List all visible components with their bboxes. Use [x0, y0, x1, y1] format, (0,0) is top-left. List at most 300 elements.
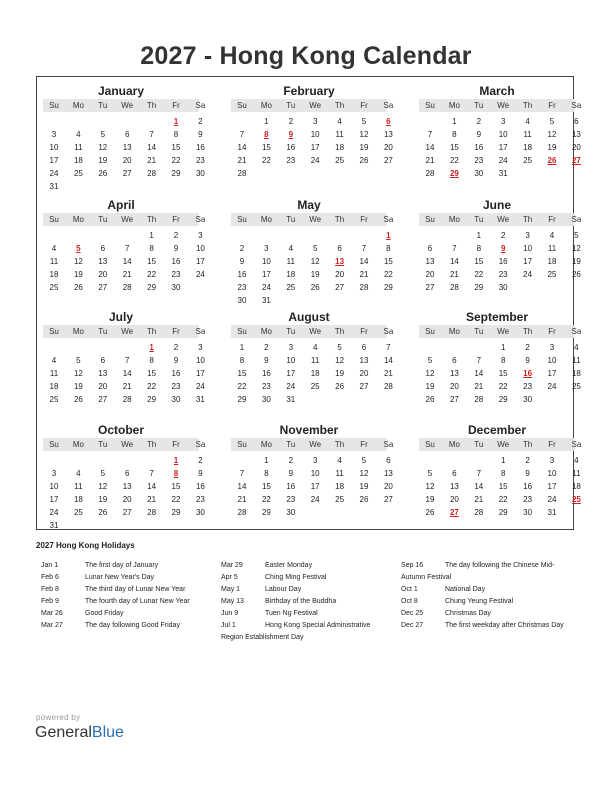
day-cell: 8 [239, 356, 245, 365]
day-cell: 14 [122, 257, 132, 266]
day-cell: 7 [124, 244, 130, 253]
day-cell: 18 [335, 143, 345, 152]
weekday-header [43, 99, 206, 112]
day-cell: 13 [571, 130, 581, 139]
day-cell: 3 [198, 343, 203, 352]
day-cell: 2 [173, 231, 179, 240]
day-cell: 26 [359, 156, 369, 165]
month-name: January [97, 84, 145, 98]
weekday-header [43, 438, 206, 451]
day-cell: 29 [171, 508, 181, 517]
holiday-name: Lunar New Year's Day [85, 574, 155, 581]
day-cell: 22 [449, 156, 459, 165]
weekday-label: Su [49, 101, 59, 110]
day-cell: 21 [237, 156, 247, 165]
day-cell: 13 [383, 130, 393, 139]
day-cell: 2 [500, 231, 506, 240]
day-cell: 5 [76, 356, 81, 365]
weekday-label: Sa [383, 101, 394, 110]
day-cell: 3 [525, 231, 530, 240]
day-cell: 25 [286, 283, 296, 292]
day-cell: 10 [49, 482, 59, 491]
day-cell: 21 [147, 156, 157, 165]
day-cell: 26 [73, 283, 83, 292]
day-cell: 19 [98, 156, 108, 165]
day-cell: 4 [76, 469, 81, 478]
day-cell: 4 [549, 231, 555, 240]
day-cell: 6 [361, 343, 367, 352]
holiday-date: Mar 26 [41, 610, 63, 617]
day-cell: 11 [286, 257, 295, 266]
day-cell: 14 [237, 482, 247, 491]
day-cell: 21 [122, 382, 132, 391]
day-cell: 9 [198, 130, 203, 139]
day-cell: 9 [198, 469, 203, 478]
holiday-day-cell: 27 [449, 508, 459, 517]
month-name: May [297, 198, 321, 212]
holiday-day-cell: 1 [173, 117, 179, 126]
day-cell: 12 [425, 369, 435, 378]
day-cell: 8 [149, 356, 154, 365]
day-cell: 19 [73, 270, 83, 279]
day-cell: 6 [452, 469, 457, 478]
day-cell: 3 [549, 456, 555, 465]
weekday-label: Sa [195, 440, 206, 449]
weekday-label: Mo [448, 101, 460, 110]
day-cell: 28 [237, 169, 247, 178]
holiday-date: May 1 [221, 586, 241, 593]
day-cell: 29 [498, 395, 508, 404]
month-name: April [107, 198, 135, 212]
day-cell: 19 [335, 369, 345, 378]
day-cell: 16 [195, 482, 205, 491]
weekday-label: Th [522, 440, 533, 449]
weekday-label: Tu [98, 215, 108, 224]
day-cell: 25 [49, 395, 59, 404]
weekday-label: Tu [474, 215, 484, 224]
day-cell: 14 [449, 257, 459, 266]
holiday-name: The day following the Chinese Mid-Autumn Festival [401, 562, 555, 581]
weekday-label: We [497, 215, 510, 224]
day-cell: 4 [76, 130, 81, 139]
day-cell: 2 [264, 343, 269, 352]
day-cell: 13 [359, 356, 369, 365]
day-cell: 5 [337, 343, 342, 352]
day-cell: 18 [523, 143, 533, 152]
month-name: September [465, 310, 529, 324]
day-cell: 24 [195, 270, 205, 279]
holiday-column [221, 560, 391, 644]
powered-by-text: powered by [36, 713, 81, 722]
day-cell: 25 [49, 283, 59, 292]
day-cell: 25 [73, 508, 83, 517]
day-cell: 30 [195, 508, 205, 517]
day-cell: 5 [549, 117, 555, 126]
day-cell: 15 [383, 257, 393, 266]
holiday-item [221, 560, 391, 572]
holiday-day-cell: 25 [571, 495, 581, 504]
calendar-grid [36, 76, 582, 530]
holiday-name: National Day [445, 586, 486, 593]
day-cell: 14 [383, 356, 393, 365]
day-cell: 20 [571, 143, 581, 152]
weekday-label: Tu [286, 215, 296, 224]
day-cell: 31 [547, 508, 557, 517]
day-cell: 6 [574, 117, 579, 126]
day-cell: 5 [361, 456, 367, 465]
day-cell: 2 [525, 456, 530, 465]
day-cell: 28 [383, 382, 393, 391]
day-cell: 3 [198, 231, 203, 240]
holiday-item [221, 596, 391, 608]
weekday-label: Th [522, 327, 533, 336]
day-cell: 3 [549, 343, 555, 352]
day-cell: 30 [171, 395, 181, 404]
day-cell: 7 [452, 244, 457, 253]
weekday-label: Tu [286, 440, 296, 449]
day-cell: 25 [547, 270, 557, 279]
day-cell: 10 [310, 130, 320, 139]
holiday-date: Jul 1 [221, 622, 236, 629]
weekday-header [231, 99, 394, 112]
day-cell: 2 [173, 343, 179, 352]
day-cell: 20 [122, 156, 132, 165]
day-cell: 10 [195, 356, 205, 365]
day-cell: 18 [73, 495, 83, 504]
holiday-name: Chung Yeung Festival [445, 598, 514, 605]
weekday-label: We [309, 327, 322, 336]
day-cell: 21 [122, 270, 132, 279]
day-cell: 23 [237, 283, 247, 292]
day-cell: 13 [449, 482, 459, 491]
day-cell: 17 [49, 156, 59, 165]
day-cell: 16 [195, 143, 205, 152]
weekday-label: Tu [474, 327, 484, 336]
weekday-label: Sa [383, 215, 394, 224]
day-cell: 30 [261, 395, 271, 404]
day-cell: 12 [335, 356, 345, 365]
day-cell: 8 [500, 356, 506, 365]
day-cell: 9 [525, 469, 530, 478]
day-cell: 1 [500, 456, 506, 465]
day-cell: 23 [498, 270, 508, 279]
day-cell: 9 [173, 356, 179, 365]
day-cell: 27 [449, 395, 459, 404]
day-cell: 4 [337, 456, 342, 465]
holiday-item [41, 596, 211, 608]
day-cell: 6 [386, 456, 391, 465]
day-cell: 29 [498, 508, 508, 517]
day-cell: 28 [147, 508, 157, 517]
day-cell: 29 [383, 283, 393, 292]
holiday-name: Hong Kong Special Administrative Region Establishment Day [221, 622, 371, 641]
day-cell: 26 [425, 395, 435, 404]
weekday-label: Su [237, 440, 247, 449]
day-cell: 17 [261, 270, 271, 279]
weekday-label: Su [49, 440, 59, 449]
weekday-label: Fr [548, 327, 556, 336]
weekday-label: Su [49, 327, 59, 336]
weekday-label: Tu [286, 101, 296, 110]
day-cell: 21 [237, 495, 247, 504]
holiday-item [41, 620, 211, 632]
holiday-name: Labour Day [265, 586, 302, 593]
weekday-label: Sa [383, 327, 394, 336]
weekday-label: Su [425, 440, 435, 449]
day-cell: 6 [124, 469, 130, 478]
day-cell: 7 [149, 130, 154, 139]
day-cell: 2 [239, 244, 245, 253]
day-cell: 2 [288, 117, 294, 126]
day-cell: 28 [122, 283, 132, 292]
day-cell: 4 [312, 343, 318, 352]
day-cell: 12 [571, 244, 581, 253]
day-cell: 12 [425, 482, 435, 491]
day-cell: 11 [523, 130, 532, 139]
day-cell: 23 [171, 270, 181, 279]
day-cell: 21 [147, 495, 157, 504]
day-cell: 27 [335, 283, 345, 292]
day-cell: 7 [149, 469, 154, 478]
logo-text-blue: Blue [91, 724, 124, 741]
day-cell: 25 [310, 382, 320, 391]
day-cell: 19 [359, 482, 369, 491]
holiday-date: Jun 9 [221, 610, 239, 617]
day-cell: 13 [122, 482, 132, 491]
holiday-name: Christmas Day [445, 610, 491, 617]
day-cell: 20 [98, 382, 108, 391]
weekday-label: Sa [195, 101, 206, 110]
day-cell: 30 [474, 169, 484, 178]
page-title: 2027 - Hong Kong Calendar [140, 42, 472, 70]
day-cell: 28 [449, 283, 459, 292]
weekday-header [231, 438, 394, 451]
day-cell: 18 [286, 270, 296, 279]
day-cell: 13 [383, 469, 393, 478]
day-cell: 26 [425, 508, 435, 517]
weekday-label: Fr [548, 215, 556, 224]
day-cell: 17 [310, 143, 320, 152]
day-cell: 23 [195, 156, 205, 165]
weekday-label: Tu [98, 327, 108, 336]
month-name: March [479, 84, 515, 98]
day-cell: 20 [98, 270, 108, 279]
weekday-header [419, 325, 582, 338]
day-cell: 7 [476, 356, 482, 365]
day-cell: 13 [449, 369, 459, 378]
weekday-label: Tu [286, 327, 296, 336]
day-cell: 21 [474, 382, 484, 391]
day-cell: 26 [335, 382, 345, 391]
day-cell: 11 [547, 244, 557, 253]
day-cell: 4 [51, 244, 57, 253]
day-cell: 7 [386, 343, 391, 352]
day-cell: 12 [98, 482, 108, 491]
holiday-day-cell: 8 [173, 469, 179, 478]
weekday-label: Su [425, 215, 435, 224]
holiday-item [221, 620, 391, 644]
weekday-label: Mo [72, 440, 84, 449]
holiday-item [41, 572, 211, 584]
day-cell: 31 [195, 395, 205, 404]
day-cell: 20 [449, 382, 459, 391]
weekday-label: Fr [548, 440, 556, 449]
holiday-day-cell: 6 [386, 117, 391, 126]
day-cell: 26 [98, 508, 108, 517]
day-cell: 23 [286, 495, 296, 504]
day-cell: 15 [147, 257, 157, 266]
day-cell: 3 [288, 343, 294, 352]
day-cell: 21 [425, 156, 435, 165]
day-cell: 22 [171, 495, 181, 504]
holiday-day-cell: 13 [335, 257, 345, 266]
holiday-day-cell: 26 [547, 156, 557, 165]
holiday-name: Tuen Ng Festival [265, 610, 318, 617]
day-cell: 28 [147, 169, 157, 178]
day-cell: 1 [149, 231, 154, 240]
holiday-date: Oct 8 [401, 598, 418, 605]
day-cell: 21 [383, 369, 393, 378]
day-cell: 19 [359, 143, 369, 152]
day-cell: 13 [122, 143, 132, 152]
weekday-label: Tu [474, 101, 484, 110]
day-cell: 27 [98, 395, 108, 404]
weekday-label: Th [522, 101, 533, 110]
holiday-name: The fourth day of Lunar New Year [85, 598, 190, 605]
day-cell: 14 [147, 143, 157, 152]
day-cell: 18 [571, 369, 581, 378]
day-cell: 19 [73, 382, 83, 391]
month-name: February [283, 84, 335, 98]
holiday-name: The first day of January [85, 562, 159, 569]
day-cell: 9 [264, 356, 269, 365]
day-cell: 17 [286, 369, 296, 378]
holiday-item [401, 584, 573, 596]
holiday-item [221, 608, 391, 620]
day-cell: 15 [498, 369, 508, 378]
day-cell: 24 [49, 169, 59, 178]
weekday-label: Mo [448, 327, 460, 336]
weekday-label: Mo [448, 440, 460, 449]
day-cell: 1 [476, 231, 482, 240]
holiday-name: The third day of Lunar New Year [85, 586, 186, 593]
weekday-label: Sa [571, 327, 582, 336]
day-cell: 5 [100, 130, 106, 139]
day-cell: 11 [335, 130, 344, 139]
day-cell: 20 [122, 495, 132, 504]
day-cell: 20 [383, 482, 393, 491]
day-cell: 26 [98, 169, 108, 178]
holiday-name: Good Friday [85, 610, 124, 617]
day-cell: 19 [98, 495, 108, 504]
day-cell: 3 [312, 456, 318, 465]
day-cell: 22 [237, 382, 247, 391]
weekday-label: Mo [260, 327, 272, 336]
weekday-label: Th [334, 215, 345, 224]
holiday-item [401, 620, 573, 632]
day-cell: 17 [547, 482, 557, 491]
holiday-column [41, 560, 211, 632]
weekday-label: Th [146, 440, 157, 449]
holiday-day-cell: 27 [571, 156, 581, 165]
day-cell: 24 [547, 382, 557, 391]
weekday-label: Th [146, 101, 157, 110]
holiday-date: Oct 1 [401, 586, 418, 593]
day-cell: 21 [359, 270, 369, 279]
day-cell: 15 [449, 143, 459, 152]
weekday-label: Su [237, 327, 247, 336]
weekday-label: Fr [172, 440, 180, 449]
day-cell: 24 [547, 495, 557, 504]
day-cell: 4 [574, 343, 579, 352]
weekday-label: Mo [260, 215, 272, 224]
day-cell: 16 [474, 143, 484, 152]
holiday-item [41, 608, 211, 620]
day-cell: 20 [449, 495, 459, 504]
day-cell: 3 [500, 117, 506, 126]
holiday-date: May 13 [221, 598, 244, 605]
day-cell: 6 [452, 356, 457, 365]
day-cell: 17 [49, 495, 59, 504]
day-cell: 22 [147, 270, 157, 279]
day-cell: 16 [286, 143, 296, 152]
day-cell: 18 [335, 482, 345, 491]
day-cell: 11 [74, 482, 83, 491]
holiday-date: Feb 6 [41, 574, 59, 581]
day-cell: 7 [124, 356, 130, 365]
day-cell: 4 [51, 356, 57, 365]
day-cell: 8 [500, 469, 506, 478]
day-cell: 27 [383, 156, 393, 165]
holiday-item [41, 584, 211, 596]
weekday-label: We [309, 215, 322, 224]
day-cell: 12 [98, 143, 108, 152]
holiday-item [221, 584, 391, 596]
weekday-label: Fr [172, 101, 180, 110]
day-cell: 7 [239, 469, 245, 478]
day-cell: 5 [427, 469, 433, 478]
holiday-name: The day following Good Friday [85, 622, 180, 629]
holiday-item [41, 560, 211, 572]
day-cell: 24 [498, 156, 508, 165]
day-cell: 28 [425, 169, 435, 178]
weekday-label: Su [49, 215, 59, 224]
weekday-label: We [309, 440, 322, 449]
day-cell: 25 [571, 382, 581, 391]
day-cell: 17 [498, 143, 508, 152]
day-cell: 22 [171, 156, 181, 165]
day-cell: 11 [49, 369, 59, 378]
generalblue-logo[interactable] [35, 724, 124, 742]
day-cell: 20 [425, 270, 435, 279]
day-cell: 29 [171, 169, 181, 178]
day-cell: 20 [359, 369, 369, 378]
weekday-label: Su [425, 101, 435, 110]
day-cell: 12 [310, 257, 320, 266]
day-cell: 16 [171, 369, 181, 378]
day-cell: 3 [51, 130, 57, 139]
day-cell: 14 [425, 143, 435, 152]
month-name: June [482, 198, 511, 212]
day-cell: 10 [261, 257, 271, 266]
day-cell: 4 [574, 456, 579, 465]
day-cell: 7 [476, 469, 482, 478]
weekday-header [419, 99, 582, 112]
day-cell: 8 [149, 244, 154, 253]
weekday-label: Fr [172, 215, 180, 224]
day-cell: 30 [523, 395, 533, 404]
holiday-day-cell: 29 [449, 169, 459, 178]
